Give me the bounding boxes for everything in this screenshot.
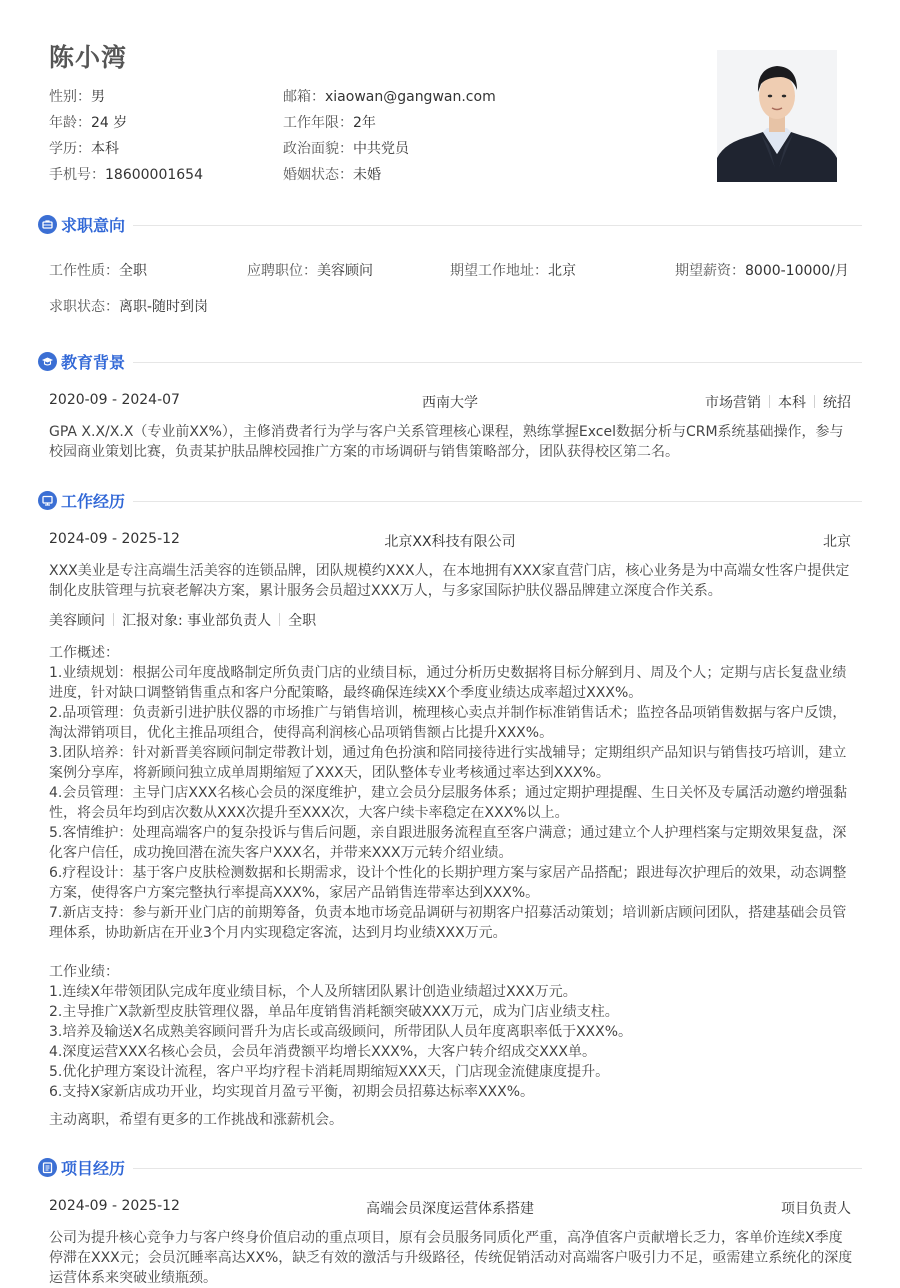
gender-row (49, 86, 105, 106)
age-label: 年龄： (49, 115, 91, 131)
tag-separator (279, 613, 280, 626)
phone-label: 手机号： (49, 167, 105, 183)
intent-location-label: 期望工作地址： (450, 263, 548, 279)
education-tags (705, 392, 851, 412)
intent-nature-label: 工作性质： (49, 263, 119, 279)
education-major: 市场营销 (705, 395, 761, 411)
result-item: 5.优化护理方案设计流程，客户平均疗程卡消耗周期缩短XXX天，门店现金流健康度提升。 (49, 1064, 610, 1080)
intent-status-value: 离职-随时到岗 (119, 299, 209, 315)
section-title-project: 项目经历 (61, 1159, 126, 1178)
intent-salary-label: 期望薪资： (675, 263, 745, 279)
project-name: 高端会员深度运营体系搭建 (366, 1201, 534, 1217)
section-title-work: 工作经历 (61, 492, 126, 511)
gender-label: 性别： (49, 89, 91, 105)
age-value: 24 岁 (91, 115, 128, 131)
graduation-cap-icon (38, 352, 57, 371)
intent-location-value: 北京 (548, 263, 576, 279)
overview-item: 6.疗程设计：基于客户皮肤检测数据和长期需求，设计个性化的长期护理方案与家居产品搭配；跟进每次护理后的效果，动态调整方案，使得客户方案完整执行率提高XXX%，家居产品销售连带率达到XXX%。 (49, 865, 847, 901)
education-period: 2020-09 - 2024-07 (49, 392, 180, 408)
section-title-intent: 求职意向 (61, 216, 126, 235)
tag-separator (769, 395, 770, 408)
profile-photo (717, 50, 837, 182)
education-school: 西南大学 (422, 395, 478, 411)
marital-value: 未婚 (353, 167, 381, 183)
marital-label: 婚姻状态： (283, 167, 353, 183)
section-divider (133, 1168, 862, 1169)
leave-reason: 主动离职，希望有更多的工作挑战和涨薪机会。 (49, 1112, 343, 1128)
work-overview-title: 工作概述： (49, 645, 119, 661)
intent-nature (49, 260, 147, 280)
work-tags (49, 610, 316, 630)
overview-item: 3.团队培养：针对新晋美容顾问制定带教计划，通过角色扮演和陪同接待进行实战辅导；定期组织产品知识与销售技巧培训，建立案例分享库，将新顾问独立成单周期缩短了XXX天，团队整体专业考核通过率达到XXX%。 (49, 745, 847, 781)
work-results-title: 工作业绩： (49, 964, 119, 980)
work-role: 美容顾问 (49, 613, 105, 629)
section-header-project (38, 1156, 862, 1180)
section-header-work (38, 489, 862, 513)
result-item: 6.支持X家新店成功开业，均实现首月盈亏平衡，初期会员招募达标率XXX%。 (49, 1084, 535, 1100)
section-header-intent (38, 213, 862, 237)
intent-position-value: 美容顾问 (317, 263, 373, 279)
candidate-name: 陈小湾 (49, 43, 128, 72)
work-overview (49, 643, 854, 943)
project-role: 项目负责人 (781, 1201, 851, 1217)
result-item: 3.培养及输送X名成熟美容顾问晋升为店长或高级顾问，所带团队人员年度离职率低于XXX%。 (49, 1024, 633, 1040)
section-header-education (38, 350, 862, 374)
years-label: 工作年限： (283, 115, 353, 131)
years-row (283, 112, 376, 132)
intent-position-label: 应聘职位： (247, 263, 317, 279)
politics-value: 中共党员 (353, 141, 409, 157)
education-row (49, 138, 119, 158)
overview-item: 4.会员管理：主导门店XXX名核心会员的深度维护，建立会员分层服务体系；通过定期护理提醒、生日关怀及专属活动邀约增强黏性，将会员年均到店次数从XXX次提升至XXX次，大客户续卡率稳定在XXX%以上。 (49, 785, 848, 821)
section-divider (133, 501, 862, 502)
section-title-education: 教育背景 (61, 353, 126, 372)
intent-salary (675, 260, 849, 280)
project-description: 公司为提升核心竞争力与客户终身价值启动的重点项目，原有会员服务同质化严重，高净值客户贡献增长乏力，客单价连续X季度停滞在XXX元；会员沉睡率高达XX%，缺乏有效的激活与升级路径，传统促销活动对高端客户吸引力不足，亟需建立系统化的深度运营体系来突破业绩瓶颈。 (49, 1230, 853, 1286)
education-type: 统招 (823, 395, 851, 411)
intent-salary-value: 8000-10000/月 (745, 263, 849, 279)
result-item: 4.深度运营XXX名核心会员，会员年消费额平均增长XXX%，大客户转介绍成交XXX单。 (49, 1044, 596, 1060)
work-report-to: 汇报对象: 事业部负责人 (122, 613, 272, 629)
overview-item: 2.品项管理：负责新引进护肤仪器的市场推广与销售培训，梳理核心卖点并制作标准销售话术；监控各品项销售数据与客户反馈，淘汰滞销项目，优化主推品项组合，使得高利润核心品项销售额占比提升XXX%。 (49, 705, 847, 741)
overview-item: 1.业绩规划：根据公司年度战略制定所负责门店的业绩目标，通过分析历史数据将目标分解到月、周及个人；定期与店长复盘业绩进度，针对缺口调整销售重点和客户分配策略，最终确保连续XX个季度业绩达成率超过XXX%。 (49, 665, 847, 701)
intent-status (49, 296, 208, 316)
result-item: 1.连续X年带领团队完成年度业绩目标，个人及所辖团队累计创造业绩超过XXX万元。 (49, 984, 577, 1000)
politics-label: 政治面貌： (283, 141, 353, 157)
phone-row (49, 164, 203, 184)
portrait-image (717, 50, 837, 182)
age-row (49, 112, 127, 132)
briefcase-icon (38, 215, 57, 234)
result-item: 2.主导推广X款新型皮肤管理仪器，单品年度销售消耗额突破XXX万元，成为门店业绩支柱。 (49, 1004, 619, 1020)
intent-position (247, 260, 373, 280)
work-results (49, 962, 854, 1102)
years-value: 2年 (353, 115, 376, 131)
email-value[interactable]: xiaowan@gangwan.com (325, 89, 496, 105)
overview-item: 5.客情维护：处理高端客户的复杂投诉与售后问题，亲自跟进服务流程直至客户满意；通过建立个人护理档案与定期效果复盘，深化客户信任，成功挽回潜在流失客户XXX名，并带来XXX万元转介绍业绩。 (49, 825, 847, 861)
company-description: XXX美业是专注高端生活美容的连锁品牌，团队规模约XXX人，在本地拥有XXX家直营门店，核心业务是为中高端女性客户提供定制化皮肤管理与抗衰老解决方案，累计服务会员超过XXX万人，与多家国际护肤仪器品牌建立深度合作关系。 (49, 563, 850, 599)
email-label: 邮箱： (283, 89, 325, 105)
education-value: 本科 (91, 141, 119, 157)
gender-value: 男 (91, 89, 105, 105)
email-row (283, 86, 496, 106)
intent-nature-value: 全职 (119, 263, 147, 279)
section-divider (133, 362, 862, 363)
politics-row (283, 138, 409, 158)
work-city: 北京 (823, 534, 851, 550)
work-job-type: 全职 (288, 613, 317, 629)
work-period: 2024-09 - 2025-12 (49, 531, 180, 547)
intent-location (450, 260, 576, 280)
section-divider (133, 225, 862, 226)
education-description: GPA X.X/X.X（专业前XX%），主修消费者行为学与客户关系管理核心课程，熟练掌握Excel数据分析与CRM系统基础操作，参与校园商业策划比赛，负责某护肤品牌校园推广方案的市场调研与销售策略部分，团队获得校区第二名。 (49, 424, 844, 460)
document-icon (38, 1158, 57, 1177)
work-company: 北京XX科技有限公司 (384, 534, 516, 550)
education-label: 学历： (49, 141, 91, 157)
project-period: 2024-09 - 2025-12 (49, 1198, 180, 1214)
overview-item: 7.新店支持：参与新开业门店的前期筹备，负责本地市场竞品调研与初期客户招募活动策划；培训新店顾问团队，搭建基础会员管理体系，协助新店在开业3个月内实现稳定客流，达到月均业绩XXX万元。 (49, 905, 847, 941)
phone-value[interactable]: 18600001654 (105, 167, 203, 183)
education-degree: 本科 (778, 395, 806, 411)
monitor-icon (38, 491, 57, 510)
tag-separator (814, 395, 815, 408)
marital-row (283, 164, 381, 184)
intent-status-label: 求职状态： (49, 299, 119, 315)
tag-separator (113, 613, 114, 626)
